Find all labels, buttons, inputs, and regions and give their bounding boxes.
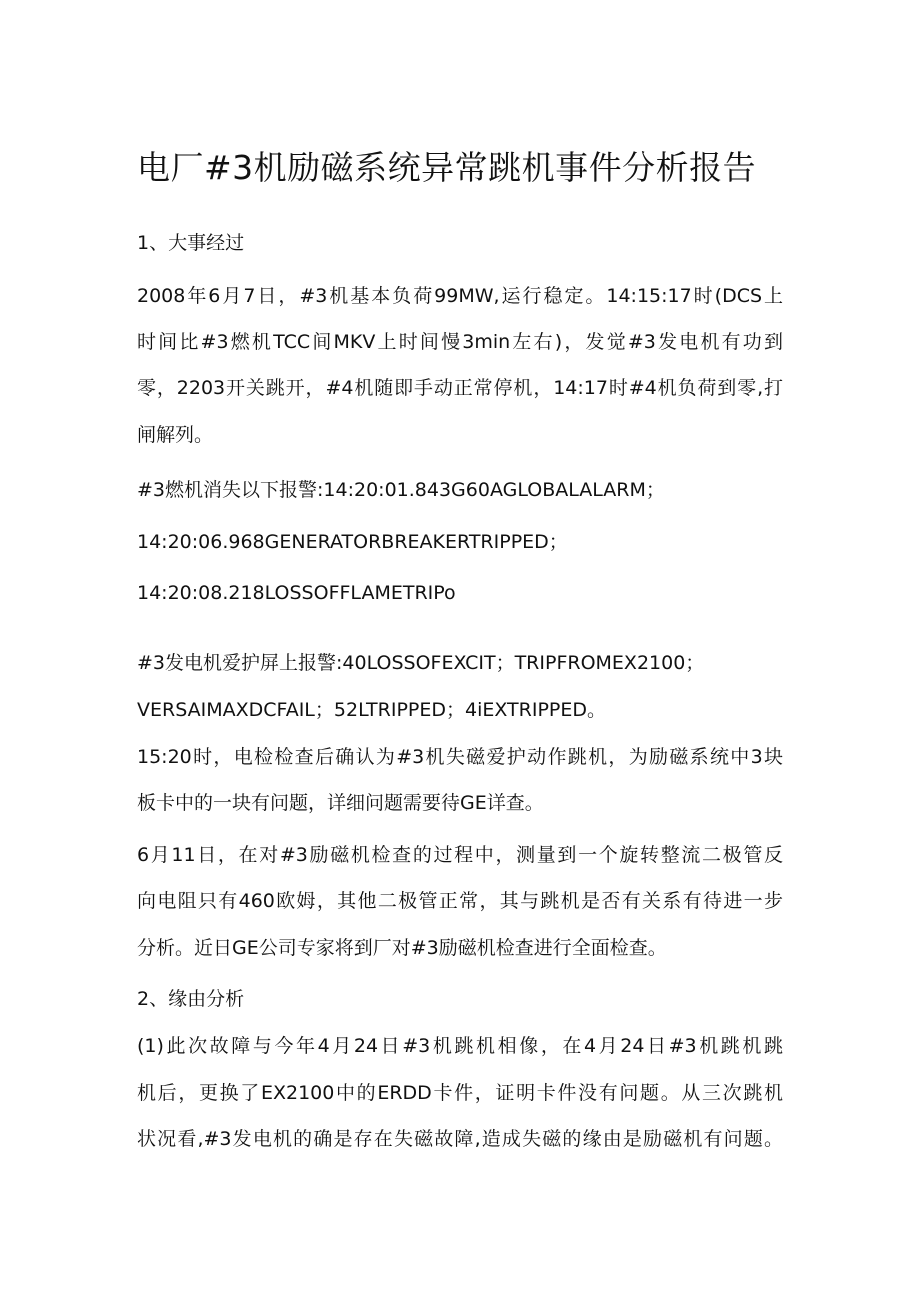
paragraph-line: 零，2203开关跳开，#4机随即手动正常停机，14:17时#4机负荷到零,打 — [137, 377, 783, 399]
alarm-line: 14:20:08.218LOSSOFFLAMETRIPo — [137, 582, 456, 604]
alarm-line: #3燃机消失以下报警:14:20:01.843G60AGLOBALALARM； — [137, 479, 665, 501]
paragraph-line: 时间比#3燃机TCC间MKV上时间慢3min左右)，发觉#3发电机有功到 — [137, 331, 783, 353]
paragraph-line: 2008年6月7日，#3机基本负荷99MW,运行稳定。14:15:17时(DCS上 — [137, 285, 783, 307]
paragraph-line: 6月11日，在对#3励磁机检查的过程中，测量到一个旋转整流二极管反 — [137, 844, 783, 866]
paragraph-line: 状况看,#3发电机的确是存在失磁故障,造成失磁的缘由是励磁机有问题。 — [137, 1128, 783, 1150]
paragraph-line: (1)此次故障与今年4月24日#3机跳机相像，在4月24日#3机跳机跳 — [137, 1035, 783, 1057]
paragraph-line: 分析。近日GE公司专家将到厂对#3励磁机检查进行全面检查。 — [137, 937, 667, 959]
alarm-line: VERSAIMAXDCFAIL；52LTRIPPED；4iEXTRIPPED。 — [137, 699, 607, 721]
section-heading-1: 1、大事经过 — [137, 232, 245, 254]
paragraph-line: 闸解列。 — [137, 424, 214, 446]
alarm-line: #3发电机爱护屏上报警:40LOSSOFEXCIT；TRIPFROMEX2100； — [137, 652, 705, 674]
section-heading-2: 2、缘由分析 — [137, 988, 245, 1010]
document-title: 电厂#3机励磁系统异常跳机事件分析报告 — [137, 148, 757, 187]
paragraph-line: 向电阻只有460欧姆，其他二极管正常，其与跳机是否有关系有待进一步 — [137, 890, 783, 912]
paragraph-line: 板卡中的一块有问题，详细问题需要待GE详查。 — [137, 792, 544, 814]
paragraph-line: 15:20时，电检检查后确认为#3机失磁爱护动作跳机，为励磁系统中3块 — [137, 746, 783, 768]
alarm-line: 14:20:06.968GENERATORBREAKERTRIPPED； — [137, 531, 568, 553]
paragraph-line: 机后，更换了EX2100中的ERDD卡件，证明卡件没有问题。从三次跳机 — [137, 1082, 783, 1104]
